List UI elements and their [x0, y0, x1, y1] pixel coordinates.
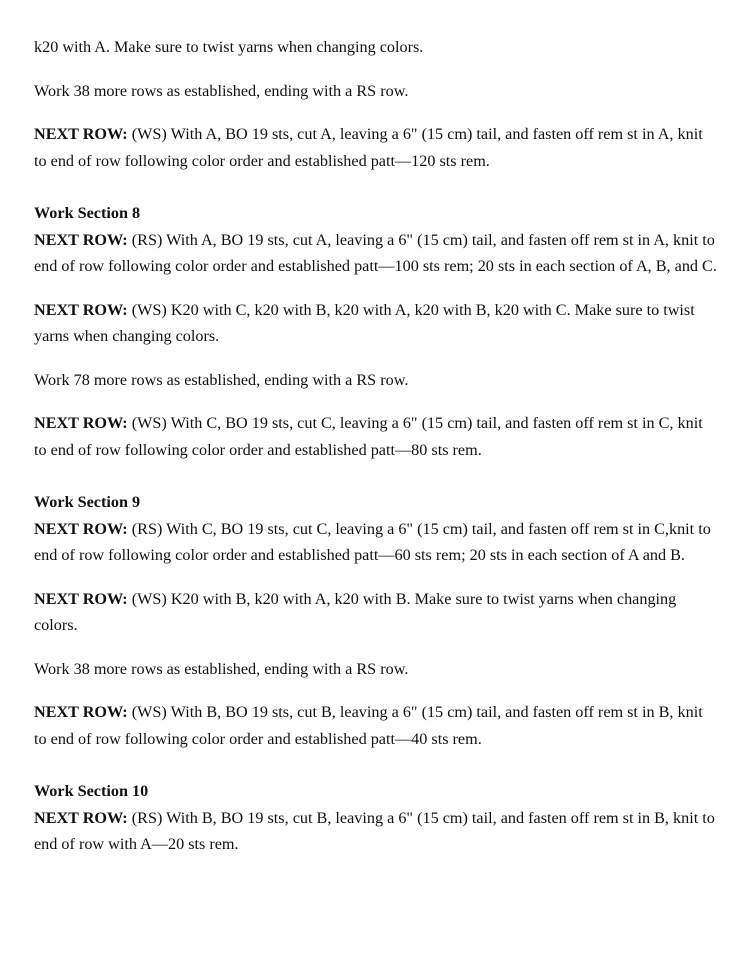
paragraph-text: Work 78 more rows as established, ending with a RS row. [34, 370, 409, 389]
paragraph [34, 410, 718, 463]
paragraph-text: (WS) K20 with C, k20 with B, k20 with A, k20 with B, k20 with C. Make sure to twist yarns when changing colors. [34, 300, 695, 345]
row-label: NEXT ROW: [34, 230, 128, 249]
section-heading: Work Section 9 [34, 493, 141, 511]
paragraph [34, 78, 718, 105]
paragraph-text: (WS) With B, BO 19 sts, cut B, leaving a 6" (15 cm) tail, and fasten off rem st in B, knit to end of row following color order and established patt—40 sts rem. [34, 703, 703, 748]
row-label: NEXT ROW: [34, 519, 128, 538]
paragraph [34, 699, 718, 752]
paragraph [34, 656, 718, 683]
paragraph-text: Work 38 more rows as established, ending with a RS row. [34, 659, 409, 678]
paragraph [34, 297, 718, 350]
paragraph-text: (WS) With A, BO 19 sts, cut A, leaving a 6" (15 cm) tail, and fasten off rem st in A, knit to end of row following color order and established patt—120 sts rem. [34, 125, 703, 170]
section-10 [34, 778, 718, 858]
paragraph-text: (RS) With B, BO 19 sts, cut B, leaving a 6" (15 cm) tail, and fasten off rem st in B, knit to end of row with A—20 sts rem. [34, 808, 715, 853]
paragraph-text: Work 38 more rows as established, ending with a RS row. [34, 81, 409, 100]
paragraph-text: (RS) With A, BO 19 sts, cut A, leaving a 6" (15 cm) tail, and fasten off rem st in A, knit to end of row following color order and established patt—100 sts rem; 20 sts in each section of A, B, and C. [34, 230, 717, 275]
row-label: NEXT ROW: [34, 589, 128, 608]
document-page [34, 34, 718, 858]
row-label: NEXT ROW: [34, 808, 128, 827]
row-label: NEXT ROW: [34, 703, 128, 721]
paragraph [34, 121, 718, 174]
paragraph [34, 34, 718, 61]
section-8 [34, 200, 718, 280]
section-9 [34, 489, 718, 569]
row-label: NEXT ROW: [34, 125, 128, 143]
paragraph [34, 367, 718, 394]
section-heading: Work Section 10 [34, 782, 149, 800]
section-heading: Work Section 8 [34, 204, 141, 222]
paragraph-text: k20 with A. Make sure to twist yarns when changing colors. [34, 38, 424, 56]
paragraph [34, 805, 718, 858]
paragraph-text: (RS) With C, BO 19 sts, cut C, leaving a 6" (15 cm) tail, and fasten off rem st in C,knit to end of row following color order and established patt—60 sts rem; 20 sts in each section of A and B. [34, 519, 711, 564]
paragraph [34, 227, 718, 280]
paragraph-text: (WS) K20 with B, k20 with A, k20 with B. Make sure to twist yarns when changing colors. [34, 589, 677, 634]
paragraph [34, 516, 718, 569]
row-label: NEXT ROW: [34, 300, 128, 319]
paragraph-text: (WS) With C, BO 19 sts, cut C, leaving a 6" (15 cm) tail, and fasten off rem st in C, knit to end of row following color order and established patt—80 sts rem. [34, 414, 703, 459]
row-label: NEXT ROW: [34, 414, 128, 432]
paragraph [34, 586, 718, 639]
